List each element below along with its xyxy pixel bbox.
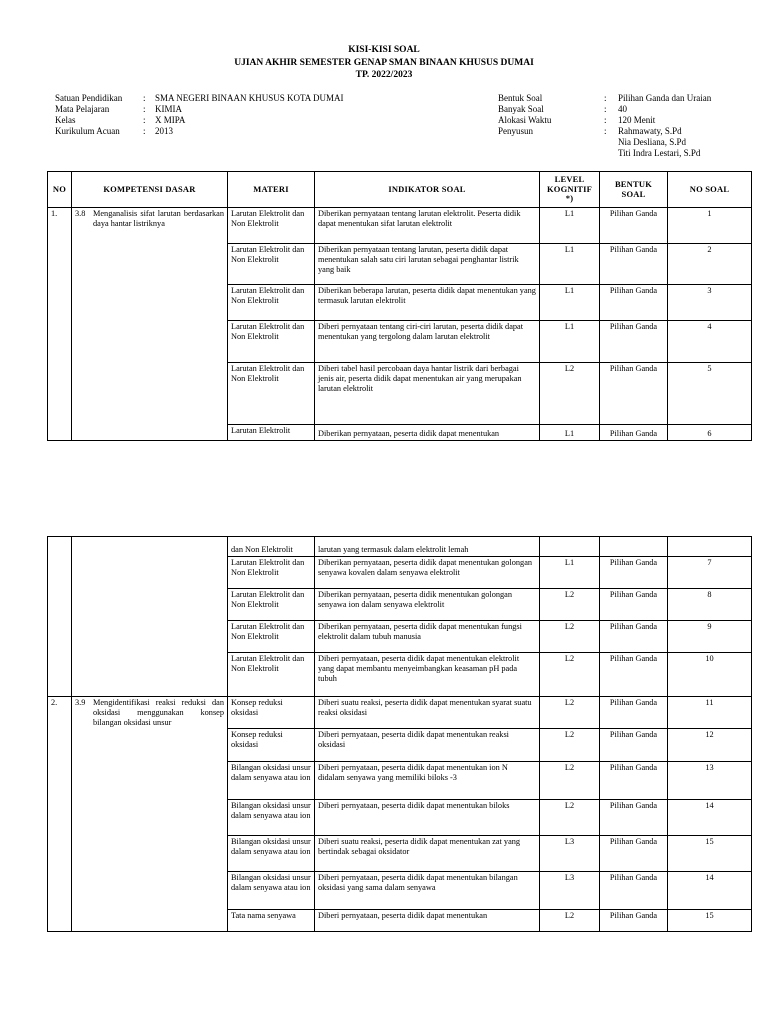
indikator-cell: Diberikan pernyataan tentang larutan elektrolit. Peserta didik dapat menentukan sifat larutan elektrolit — [315, 208, 540, 244]
info-colon: : — [604, 93, 607, 103]
materi-cell: Tata nama senyawa — [228, 910, 315, 932]
info-left — [55, 93, 344, 137]
info-colon: : — [604, 115, 607, 125]
materi-cell: Larutan Elektrolit dan Non Elektrolit — [228, 363, 315, 425]
info-colon: : — [143, 115, 146, 125]
materi-cell: Larutan Elektrolit dan Non Elektrolit — [228, 321, 315, 363]
bentuk-cell — [600, 537, 668, 557]
info-label: Mata Pelajaran — [55, 104, 110, 114]
bentuk-cell: Pilihan Ganda — [600, 321, 668, 363]
table-header-row — [48, 172, 752, 208]
level-cell: L1 — [540, 208, 600, 244]
level-cell: L2 — [540, 800, 600, 836]
info-label: Penyusun — [498, 126, 534, 136]
bentuk-cell: Pilihan Ganda — [600, 697, 668, 729]
level-cell: L2 — [540, 589, 600, 621]
kompetensi-dasar-cell — [72, 697, 228, 932]
info-colon: : — [143, 93, 146, 103]
info-colon: : — [143, 104, 146, 114]
bentuk-cell: Pilihan Ganda — [600, 363, 668, 425]
indikator-cell: Diberikan pernyataan tentang larutan, peserta didik dapat menentukan salah satu ciri larutan sebagai penghantar listrik yang baik — [315, 244, 540, 285]
nosoal-cell: 15 — [668, 836, 752, 872]
materi-cell: Bilangan oksidasi unsur dalam senyawa atau ion — [228, 836, 315, 872]
info-colon: : — [604, 104, 607, 114]
indikator-cell: Diberi pernyataan, peserta didik dapat menentukan bilangan oksidasi yang sama dalam senyawa — [315, 872, 540, 910]
indikator-cell: Diberi pernyataan tentang ciri-ciri larutan, peserta didik dapat menentukan yang tergolong dalam larutan elektrolit — [315, 321, 540, 363]
doc-year: TP. 2022/2023 — [355, 70, 413, 80]
materi-cell: Larutan Elektrolit dan Non Elektrolit — [228, 285, 315, 321]
info-value: 2013 — [155, 126, 173, 136]
kd-text: Mengidentifikasi reaksi reduksi dan oksidasi menggunakan konsep bilangan oksidasi unsur — [93, 698, 224, 727]
info-row-satuan — [55, 93, 344, 104]
info-label: Kurikulum Acuan — [55, 126, 120, 136]
indikator-cell: Diberi suatu reaksi, peserta didik dapat menentukan syarat suatu reaksi oksidasi — [315, 697, 540, 729]
materi-cell: Larutan Elektrolit — [228, 425, 315, 441]
kd-code: 3.8 — [75, 209, 86, 218]
indikator-cell: Diberikan beberapa larutan, peserta didik dapat menentukan yang termasuk larutan elektrolit — [315, 285, 540, 321]
nosoal-cell: 10 — [668, 653, 752, 697]
doc-subtitle: UJIAN AKHIR SEMESTER GENAP SMAN BINAAN KHUSUS DUMAI — [234, 58, 534, 68]
col-header-kd: KOMPETENSI DASAR — [72, 172, 228, 208]
info-label: Kelas — [55, 115, 76, 125]
bentuk-cell: Pilihan Ganda — [600, 244, 668, 285]
row-number: 1. — [48, 208, 72, 441]
materi-cell: Larutan Elektrolit dan Non Elektrolit — [228, 557, 315, 589]
materi-cell: Bilangan oksidasi unsur dalam senyawa atau ion — [228, 872, 315, 910]
bentuk-cell: Pilihan Ganda — [600, 589, 668, 621]
table-row — [48, 537, 752, 557]
level-cell: L2 — [540, 762, 600, 800]
level-cell: L3 — [540, 872, 600, 910]
info-value: KIMIA — [155, 104, 182, 114]
indikator-cell: Diberi pernyataan, peserta didik dapat menentukan reaksi oksidasi — [315, 729, 540, 762]
nosoal-cell: 2 — [668, 244, 752, 285]
nosoal-cell: 13 — [668, 762, 752, 800]
info-colon: : — [143, 126, 146, 136]
col-header-no: NO — [48, 172, 72, 208]
info-label: Banyak Soal — [498, 104, 544, 114]
row-number: 2. — [48, 697, 72, 932]
materi-cell: Larutan Elektrolit dan Non Elektrolit — [228, 589, 315, 621]
info-label: Alokasi Waktu — [498, 115, 552, 125]
bentuk-cell: Pilihan Ganda — [600, 729, 668, 762]
indikator-cell: Diberi pernyataan, peserta didik dapat menentukan — [315, 910, 540, 932]
info-row-kelas — [55, 115, 344, 126]
nosoal-cell: 6 — [668, 425, 752, 441]
kompetensi-dasar-cell — [72, 537, 228, 697]
level-cell: L3 — [540, 836, 600, 872]
bentuk-cell: Pilihan Ganda — [600, 285, 668, 321]
indikator-cell: Diberikan pernyataan, peserta didik dapat menentukan fungsi elektrolit dalam tubuh manusia — [315, 621, 540, 653]
info-row-penyusun — [498, 126, 711, 159]
col-header-indikator: INDIKATOR SOAL — [315, 172, 540, 208]
level-cell: L2 — [540, 697, 600, 729]
indikator-cell: Diberi pernyataan, peserta didik dapat menentukan ion N didalam senyawa yang memiliki biloks -3 — [315, 762, 540, 800]
info-label: Bentuk Soal — [498, 93, 543, 103]
kompetensi-dasar-cell — [72, 208, 228, 441]
level-cell: L1 — [540, 285, 600, 321]
indikator-cell: Diberikan pernyataan, peserta didik dapat menentukan — [315, 425, 540, 441]
table-row — [48, 208, 752, 244]
bentuk-cell: Pilihan Ganda — [600, 762, 668, 800]
level-cell: L2 — [540, 910, 600, 932]
col-header-bentuk: BENTUK SOAL — [600, 172, 668, 208]
info-value: X MIPA — [155, 115, 186, 125]
nosoal-cell: 12 — [668, 729, 752, 762]
nosoal-cell — [668, 537, 752, 557]
kisi-table-page2 — [47, 536, 752, 932]
indikator-cell: Diberi pernyataan, peserta didik dapat menentukan biloks — [315, 800, 540, 836]
info-row-alokasi — [498, 115, 711, 126]
bentuk-cell: Pilihan Ganda — [600, 836, 668, 872]
penyusun-list — [618, 126, 700, 159]
bentuk-cell: Pilihan Ganda — [600, 208, 668, 244]
level-cell: L2 — [540, 363, 600, 425]
bentuk-cell: Pilihan Ganda — [600, 621, 668, 653]
info-row-bentuk — [498, 93, 711, 104]
row-number — [48, 537, 72, 697]
nosoal-cell: 3 — [668, 285, 752, 321]
doc-title: KISI-KISI SOAL — [348, 45, 420, 55]
indikator-cell: Diberi suatu reaksi, peserta didik dapat menentukan zat yang bertindak sebagai oksidator — [315, 836, 540, 872]
info-row-kurikulum — [55, 126, 344, 137]
level-cell: L1 — [540, 321, 600, 363]
level-cell: L2 — [540, 729, 600, 762]
penyusun-name: Nia Desliana, S.Pd — [618, 137, 686, 147]
kd-text: Menganalisis sifat larutan berdasarkan daya hantar listriknya — [93, 209, 224, 228]
info-right — [498, 93, 711, 159]
kd-code: 3.9 — [75, 698, 86, 707]
info-row-mapel — [55, 104, 344, 115]
nosoal-cell: 14 — [668, 800, 752, 836]
info-value: 40 — [618, 104, 627, 114]
bentuk-cell: Pilihan Ganda — [600, 910, 668, 932]
level-cell — [540, 537, 600, 557]
materi-cell: Konsep reduksi oksidasi — [228, 697, 315, 729]
bentuk-cell: Pilihan Ganda — [600, 872, 668, 910]
materi-cell: Konsep reduksi oksidasi — [228, 729, 315, 762]
materi-cell: Bilangan oksidasi unsur dalam senyawa atau ion — [228, 762, 315, 800]
materi-cell: Larutan Elektrolit dan Non Elektrolit — [228, 244, 315, 285]
nosoal-cell: 14 — [668, 872, 752, 910]
bentuk-cell: Pilihan Ganda — [600, 653, 668, 697]
level-cell: L2 — [540, 653, 600, 697]
info-label: Satuan Pendidikan — [55, 93, 123, 103]
penyusun-name: Rahmawaty, S.Pd — [618, 126, 682, 136]
materi-cell: Larutan Elektrolit dan Non Elektrolit — [228, 208, 315, 244]
bentuk-cell: Pilihan Ganda — [600, 557, 668, 589]
bentuk-cell: Pilihan Ganda — [600, 800, 668, 836]
level-cell: L1 — [540, 557, 600, 589]
info-value: 120 Menit — [618, 115, 656, 125]
nosoal-cell: 4 — [668, 321, 752, 363]
kisi-table-page1 — [47, 171, 752, 441]
materi-cell: Bilangan oksidasi unsur dalam senyawa atau ion — [228, 800, 315, 836]
col-header-materi: MATERI — [228, 172, 315, 208]
indikator-cell: Diberikan pernyataan, peserta didik menentukan golongan senyawa ion dalam senyawa elektrolit — [315, 589, 540, 621]
level-cell: L1 — [540, 244, 600, 285]
table-row — [48, 697, 752, 729]
col-header-nosoal: NO SOAL — [668, 172, 752, 208]
penyusun-name: Titi Indra Lestari, S.Pd — [618, 148, 701, 158]
nosoal-cell: 9 — [668, 621, 752, 653]
nosoal-cell: 1 — [668, 208, 752, 244]
indikator-cell: larutan yang termasuk dalam elektrolit lemah — [315, 537, 540, 557]
info-row-banyak — [498, 104, 711, 115]
materi-cell: Larutan Elektrolit dan Non Elektrolit — [228, 653, 315, 697]
materi-cell: Larutan Elektrolit dan Non Elektrolit — [228, 621, 315, 653]
nosoal-cell: 8 — [668, 589, 752, 621]
indikator-cell: Diberi tabel hasil percobaan daya hantar listrik dari berbagai jenis air, peserta didik dapat menentukan air yang merupakan larutan elektrolit — [315, 363, 540, 425]
col-header-level: LEVEL KOGNITIF *) — [540, 172, 600, 208]
nosoal-cell: 15 — [668, 910, 752, 932]
nosoal-cell: 11 — [668, 697, 752, 729]
info-value: SMA NEGERI BINAAN KHUSUS KOTA DUMAI — [155, 93, 344, 103]
level-cell: L2 — [540, 621, 600, 653]
nosoal-cell: 7 — [668, 557, 752, 589]
info-colon: : — [604, 126, 607, 136]
level-cell: L1 — [540, 425, 600, 441]
indikator-cell: Diberikan pernyataan, peserta didik dapat menentukan golongan senyawa kovalen dalam senyawa elektrolit — [315, 557, 540, 589]
materi-cell: dan Non Elektrolit — [228, 537, 315, 557]
indikator-cell: Diberi pernyataan, peserta didik dapat menentukan elektrolit yang dapat membantu menyeimbangkan keasaman pH pada tubuh — [315, 653, 540, 697]
bentuk-cell: Pilihan Ganda — [600, 425, 668, 441]
info-value: Pilihan Ganda dan Uraian — [618, 93, 712, 103]
nosoal-cell: 5 — [668, 363, 752, 425]
